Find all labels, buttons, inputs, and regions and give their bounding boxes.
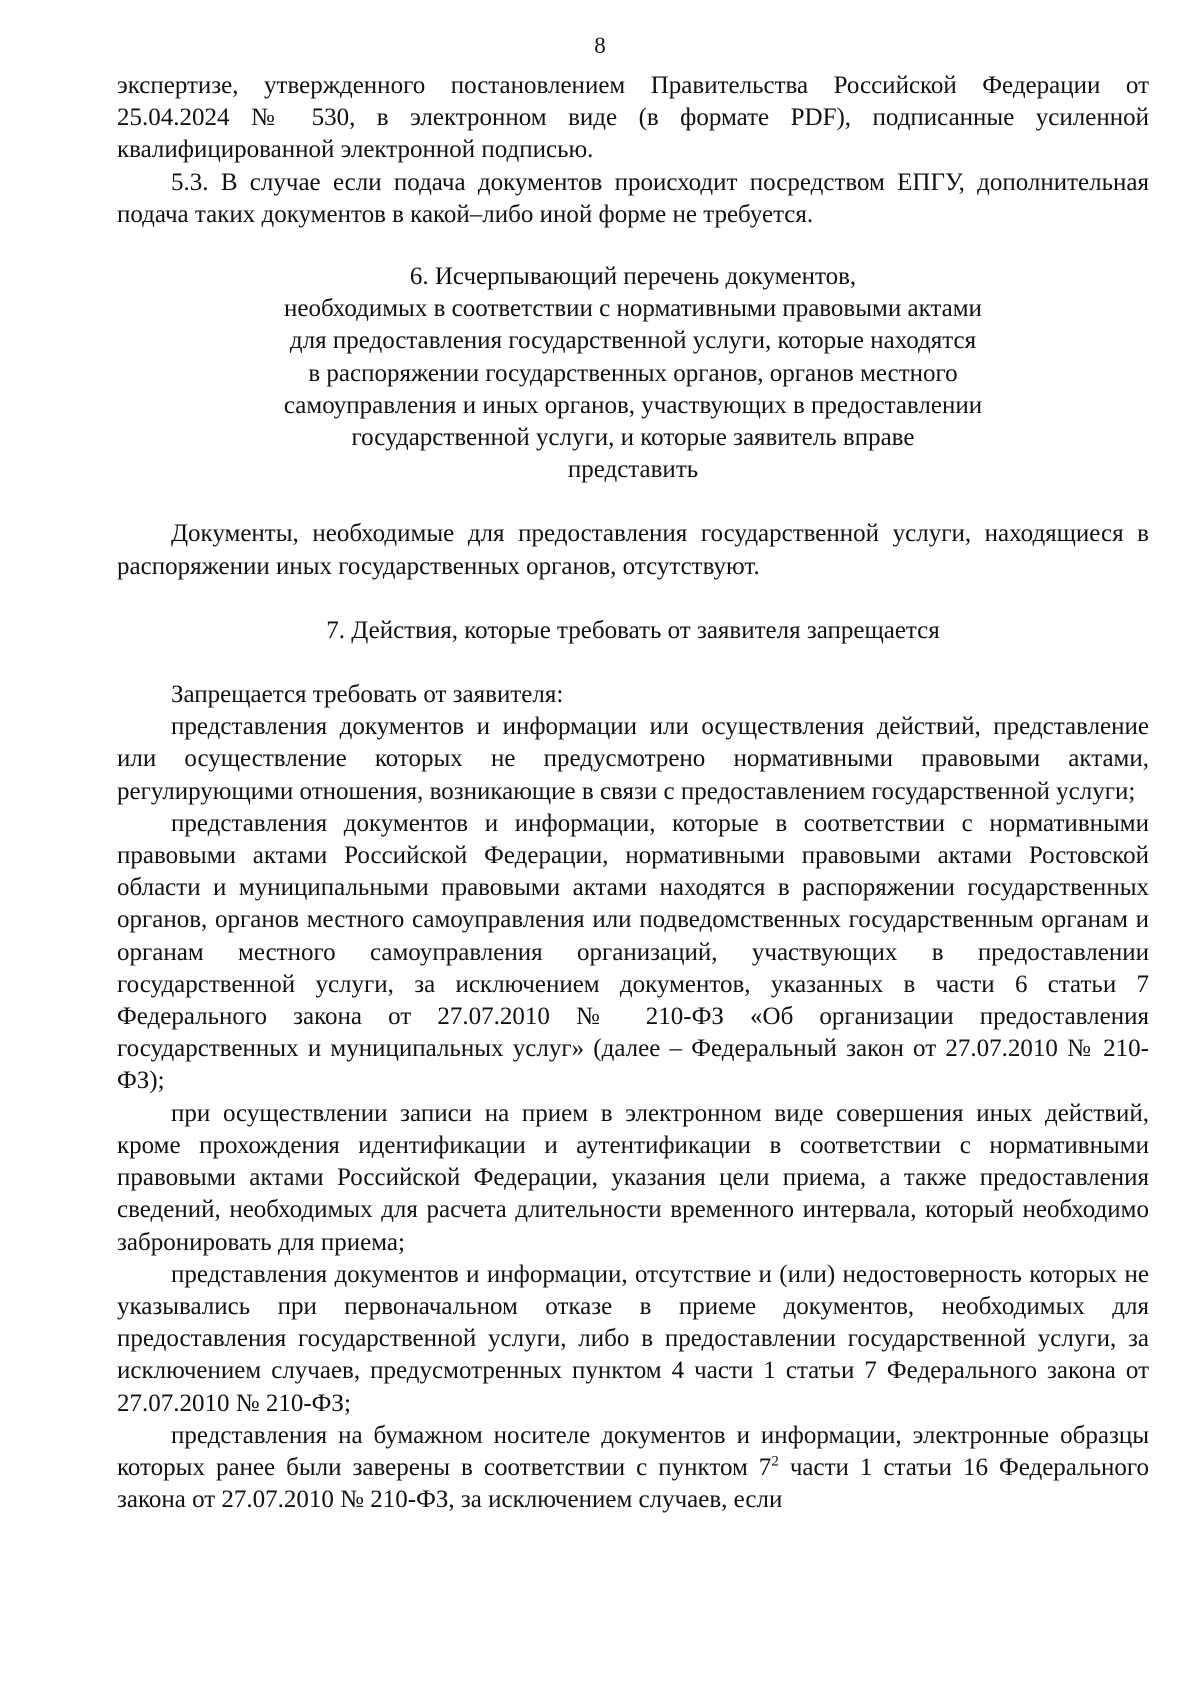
spacer	[117, 486, 1149, 518]
section-6-heading-line: необходимых в соответствии с нормативными правовыми актами	[284, 295, 982, 323]
section-6-heading-line: для предоставления государственной услуги, которые находятся	[289, 327, 977, 355]
section-7-item-last-text: представления на бумажном носителе документов и информации, электронные образцы которых ранее были заверены в соответствии с пунктом 7	[117, 1421, 1149, 1481]
section-6-heading-line: государственной услуги, и которые заявитель вправе	[351, 424, 915, 452]
superscript: 2	[771, 1453, 779, 1470]
section-6-heading	[117, 261, 1149, 486]
page-number: 8	[594, 33, 606, 58]
spacer	[117, 231, 1149, 261]
section-7-item: представления документов и информации или осуществления действий, представление или осуществление которых не предусмотрено нормативными правовыми актами, регулирующими отношения, возникающие в связи с предоставлением государственной услуги;	[117, 713, 1149, 805]
section-6-heading-line: представить	[567, 456, 699, 484]
section-7-item-last	[117, 1420, 1149, 1517]
section-6-body: Документы, необходимые для предоставления государственной услуги, находящиеся в распоряжении иных государственных органов, отсутствуют.	[117, 520, 1149, 580]
section-6-heading-line: 6. Исчерпывающий перечень документов,	[409, 263, 857, 291]
section-7-item: представления документов и информации, отсутствие и (или) недостоверность которых не указывались при первоначальном отказе в приеме документов, необходимых для предоставления государственной услуги, либо в предоставлении государственной услуги, за исключением случаев, предусмотренных пунктом 4 части 1 статьи 7 Федерального закона от 27.07.2010 № 210-ФЗ;	[117, 1260, 1149, 1417]
document-body	[117, 70, 1149, 1516]
section-7-item: представления документов и информации, которые в соответствии с нормативными правовыми актами Российской Федерации, нормативными правовыми актами Ростовской области и муниципальными правовыми актами находятся в распоряжении государственных органов, органов местного самоуправления или подведомственных государственным органам и органам местного самоуправления организаций, участвующих в предоставлении государственной услуги, за исключением документов, указанных в части 6 статьи 7 Федерального закона от 27.07.2010 № 210-ФЗ «Об организации предоставления государственных и муниципальных услуг» (далее – Федеральный закон от 27.07.2010 № 210-ФЗ);	[117, 809, 1149, 1095]
spacer	[117, 583, 1149, 615]
section-7-intro: Запрещается требовать от заявителя:	[171, 681, 564, 709]
spacer	[117, 647, 1149, 679]
paragraph-expertise-continuation: экспертизе, утвержденного постановлением Правительства Российской Федерации от 25.04.2024 № 530, в электронном виде (в формате PDF), подписанные усиленной квалифицированной электронной подписью.	[117, 72, 1149, 164]
section-7-heading: 7. Действия, которые требовать от заявителя запрещается	[326, 616, 940, 644]
section-6-heading-line: в распоряжении государственных органов, органов местного	[308, 359, 958, 387]
section-7-item-last-text-end: части 1 статьи 16 Федерального закона от 27.07.2010 № 210-ФЗ, за исключением случаев, если	[117, 1453, 1149, 1514]
paragraph-5-3: 5.3. В случае если подача документов происходит посредством ЕПГУ, дополнительная подача таких документов в какой–либо иной форме не требуется.	[117, 168, 1149, 228]
section-6-heading-line: самоуправления и иных органов, участвующих в предоставлении	[283, 391, 983, 419]
section-7-item: при осуществлении записи на прием в электронном виде совершения иных действий, кроме прохождения идентификации и аутентификации в соответствии с нормативными правовыми актами Российской Федерации, указания цели приема, а также предоставления сведений, необходимых для расчета длительности временного интервала, который необходимо забронировать для приема;	[117, 1099, 1149, 1256]
